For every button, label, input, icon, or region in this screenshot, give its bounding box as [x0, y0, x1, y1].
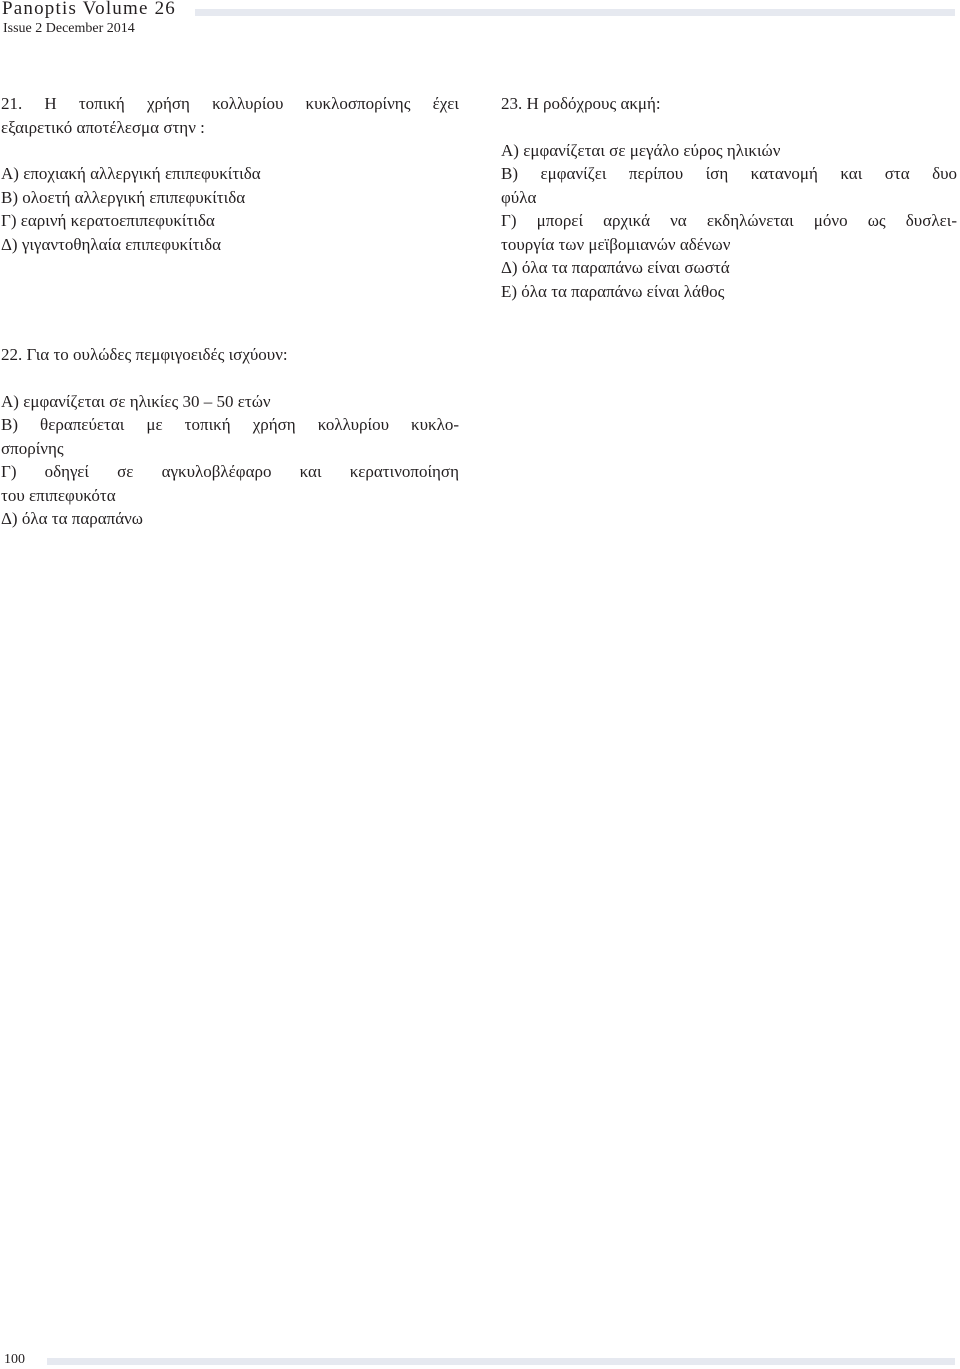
question-21-option-a: Α) εποχιακή αλλεργική επιπεφυκίτιδα — [1, 164, 261, 183]
question-22 — [1, 343, 459, 531]
page-number: 100 — [4, 1352, 25, 1367]
question-22-stem: 22. Για το ουλώδες πεμφιγοειδές ισχύουν: — [1, 345, 288, 364]
question-21-stem-line-2: εξαιρετικό αποτέλεσμα στην : — [1, 117, 205, 137]
question-21-stem-line-1: 21. Η τοπική χρήση κολλυρίου κυκλοσπορίνης έχει — [1, 94, 459, 113]
question-23-option-e: Ε) όλα τα παραπάνω είναι λάθος — [501, 281, 725, 301]
question-22-option-c-line-1: Γ) οδηγεί σε αγκυλοβλέφαρο και κερατινοποίηση — [1, 462, 459, 481]
footer-rule — [47, 1358, 955, 1365]
question-23-option-a: Α) εμφανίζεται σε μεγάλο εύρος ηλικιών — [501, 140, 781, 160]
question-23-stem: 23. Η ροδόχρους ακμή: — [501, 94, 661, 113]
question-22-option-b-line-2: σπορίνης — [1, 438, 64, 458]
journal-title: Panoptis Volume 26 — [2, 0, 176, 19]
journal-issue: Issue 2 December 2014 — [3, 21, 135, 36]
question-22-option-a: Α) εμφανίζεται σε ηλικίες 30 – 50 ετών — [1, 391, 271, 411]
question-21-option-c: Γ) εαρινή κερατοεπιπεφυκίτιδα — [1, 211, 215, 230]
question-21-option-d: Δ) γιγαντοθηλαία επιπεφυκίτιδα — [1, 234, 221, 254]
question-22-option-d: Δ) όλα τα παραπάνω — [1, 509, 143, 528]
question-22-option-b-line-1: Β) θεραπεύεται με τοπική χρήση κολλυρίου κυκλο- — [1, 415, 459, 434]
question-22-option-c-line-2: του επιπεφυκότα — [1, 485, 116, 505]
question-23-option-b-line-1: Β) εμφανίζει περίπου ίση κατανομή και στα δυο — [501, 164, 957, 183]
question-21-option-b: Β) ολοετή αλλεργική επιπεφυκίτιδα — [1, 187, 246, 207]
question-23-option-c-line-2: τουργία των μεϊβομιανών αδένων — [501, 234, 731, 254]
question-23-option-d: Δ) όλα τα παραπάνω είναι σωστά — [501, 258, 730, 277]
header-rule — [195, 9, 955, 16]
question-23-option-c-line-1: Γ) μπορεί αρχικά να εκδηλώνεται μόνο ως δυσλει- — [501, 211, 957, 230]
question-23 — [501, 92, 957, 303]
question-23-option-b-line-2: φύλα — [501, 187, 537, 207]
question-21 — [1, 92, 459, 256]
